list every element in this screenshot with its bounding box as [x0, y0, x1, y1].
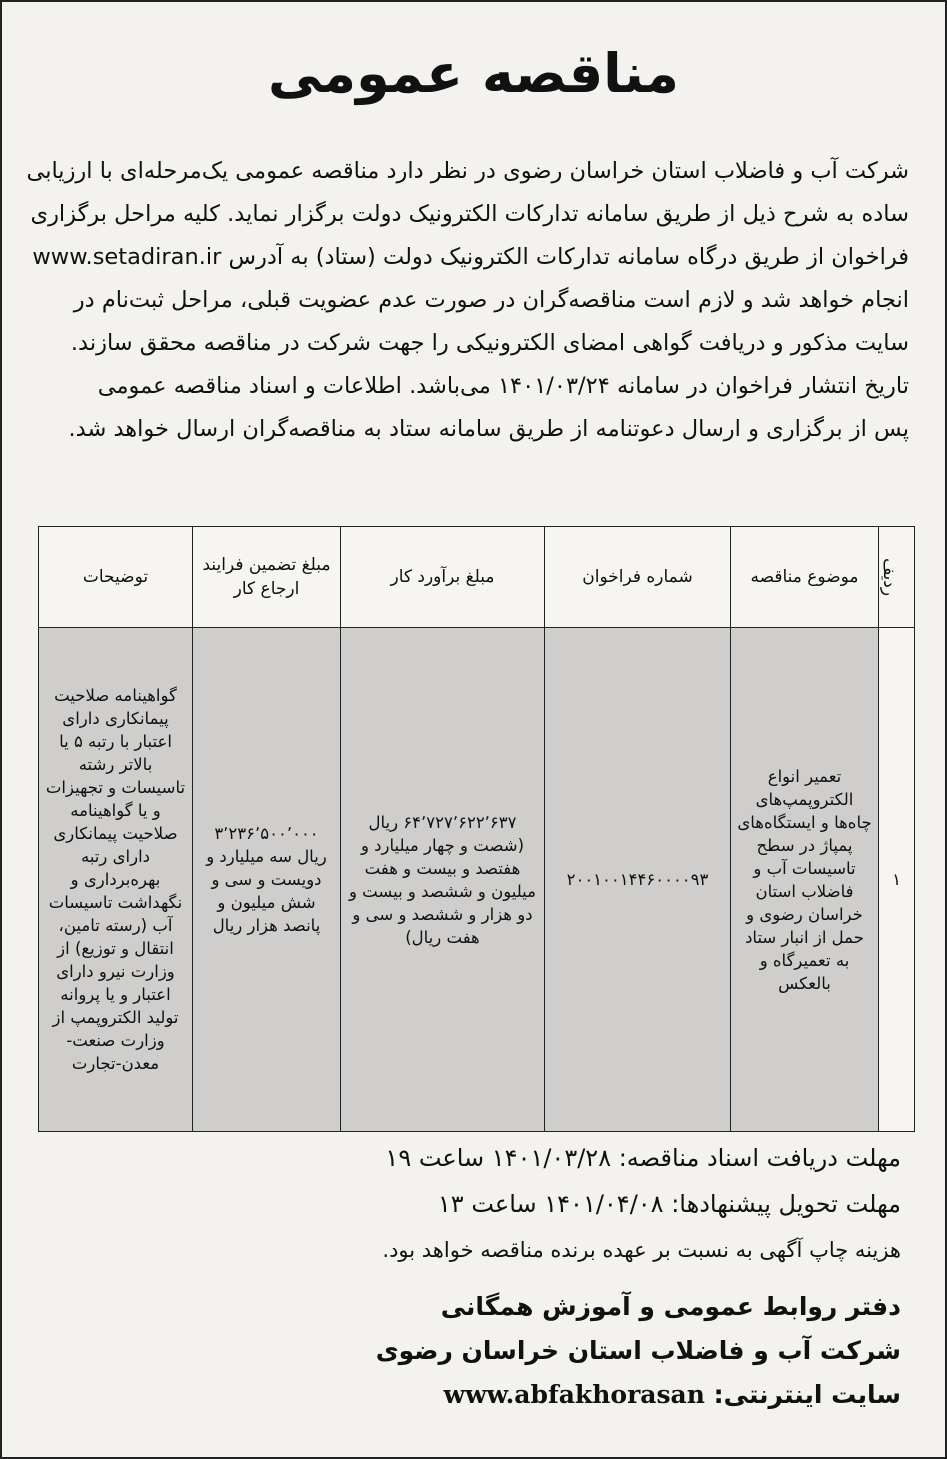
- signature-website: [444, 1380, 901, 1409]
- intro-line: ساده به شرح ذیل از طریق سامانه تدارکات الکترونیک دولت برگزار نماید. کلیه مراحل برگزاری: [30, 201, 909, 227]
- docs-deadline: مهلت دریافت اسناد مناقصه: ۱۴۰۱/۰۳/۲۸ ساعت ۱۹: [385, 1144, 901, 1172]
- table-row: [39, 628, 915, 1132]
- ad-cost-note: هزینه چاپ آگهی به نسبت بر عهده برنده مناقصه خواهد بود.: [382, 1238, 901, 1262]
- offers-deadline: مهلت تحویل پیشنهادها: ۱۴۰۱/۰۴/۰۸ ساعت ۱۳: [437, 1190, 901, 1218]
- intro-line: شرکت آب و فاضلاب استان خراسان رضوی در نظر دارد مناقصه عمومی یک‌مرحله‌ای با ارزیابی: [26, 158, 909, 184]
- header-row-number: ردیف: [879, 527, 915, 628]
- website-label: سایت اینترنتی:: [713, 1380, 901, 1409]
- cell-subject: تعمیر انواع الکتروپمپ‌های چاه‌ها و ایستگاه‌های پمپاژ در سطح تاسیسات آب و فاضلاب استان خراسان رضوی و حمل از انبار ستاد به تعمیرگاه و بالعکس: [731, 628, 879, 1132]
- signature-company: شرکت آب و فاضلاب استان خراسان رضوی: [375, 1336, 901, 1365]
- tender-table: [38, 526, 915, 1132]
- cell-guarantee: ۳٬۲۳۶٬۵۰۰٬۰۰۰ ریال سه میلیارد و دویست و سی و شش میلیون و پانصد هزار ریال: [193, 628, 341, 1132]
- cell-notes: گواهینامه صلاحیت پیمانکاری دارای اعتبار با رتبه ۵ یا بالاتر رشته تاسیسات و تجهیزات و یا گواهینامه صلاحیت پیمانکاری دارای رتبه بهره‌برداری و نگهداشت تاسیسات آب (رسته تامین، انتقال و توزیع) از وزارت نیرو دارای اعتبار و یا پروانه تولید الکتروپمپ از وزارت صنعت-معدن-تجارت: [39, 628, 193, 1132]
- intro-line: انجام خواهد شد و لازم است مناقصه‌گران در صورت عدم عضویت قبلی، مراحل ثبت‌نام در: [73, 287, 909, 313]
- header-guarantee: مبلغ تضمین فرایند ارجاع کار: [193, 527, 341, 628]
- cell-call-number: ۲۰۰۱۰۰۱۴۴۶۰۰۰۰۹۳: [545, 628, 731, 1132]
- table-header-row: [39, 527, 915, 628]
- intro-line: پس از برگزاری و ارسال دعوتنامه از طریق سامانه ستاد به مناقصه‌گران ارسال خواهد شد.: [68, 416, 909, 442]
- intro-line: فراخوان از طریق درگاه سامانه تدارکات الکترونیک دولت (ستاد) به آدرس www.setadiran.ir: [32, 244, 909, 270]
- header-call-number: شماره فراخوان: [545, 527, 731, 628]
- setad-url: www.setadiran.ir: [32, 244, 222, 270]
- signature-office: دفتر روابط عمومی و آموزش همگانی: [440, 1292, 901, 1321]
- cell-estimate: ۶۴٬۷۲۷٬۶۲۲٬۶۳۷ ریال (شصت و چهار میلیارد و هفتصد و بیست و هفت میلیون و ششصد و بیست و دو هزار و ششصد و سی و هفت ریال): [341, 628, 545, 1132]
- cell-row-number: ۱: [879, 628, 915, 1132]
- intro-line: تاریخ انتشار فراخوان در سامانه ۱۴۰۱/۰۳/۲۴ می‌باشد. اطلاعات و اسناد مناقصه عمومی: [97, 373, 909, 399]
- header-notes: توضیحات: [39, 527, 193, 628]
- website-url[interactable]: www.abfakhorasan: [443, 1380, 705, 1409]
- intro-paragraph: [26, 150, 909, 451]
- page-title: مناقصه عمومی: [268, 42, 679, 105]
- header-subject: موضوع مناقصه: [731, 527, 879, 628]
- header-estimate: مبلغ برآورد کار: [341, 527, 545, 628]
- intro-line: سایت مذکور و دریافت گواهی امضای الکترونیکی را جهت شرکت در مناقصه محقق سازند.: [70, 330, 909, 356]
